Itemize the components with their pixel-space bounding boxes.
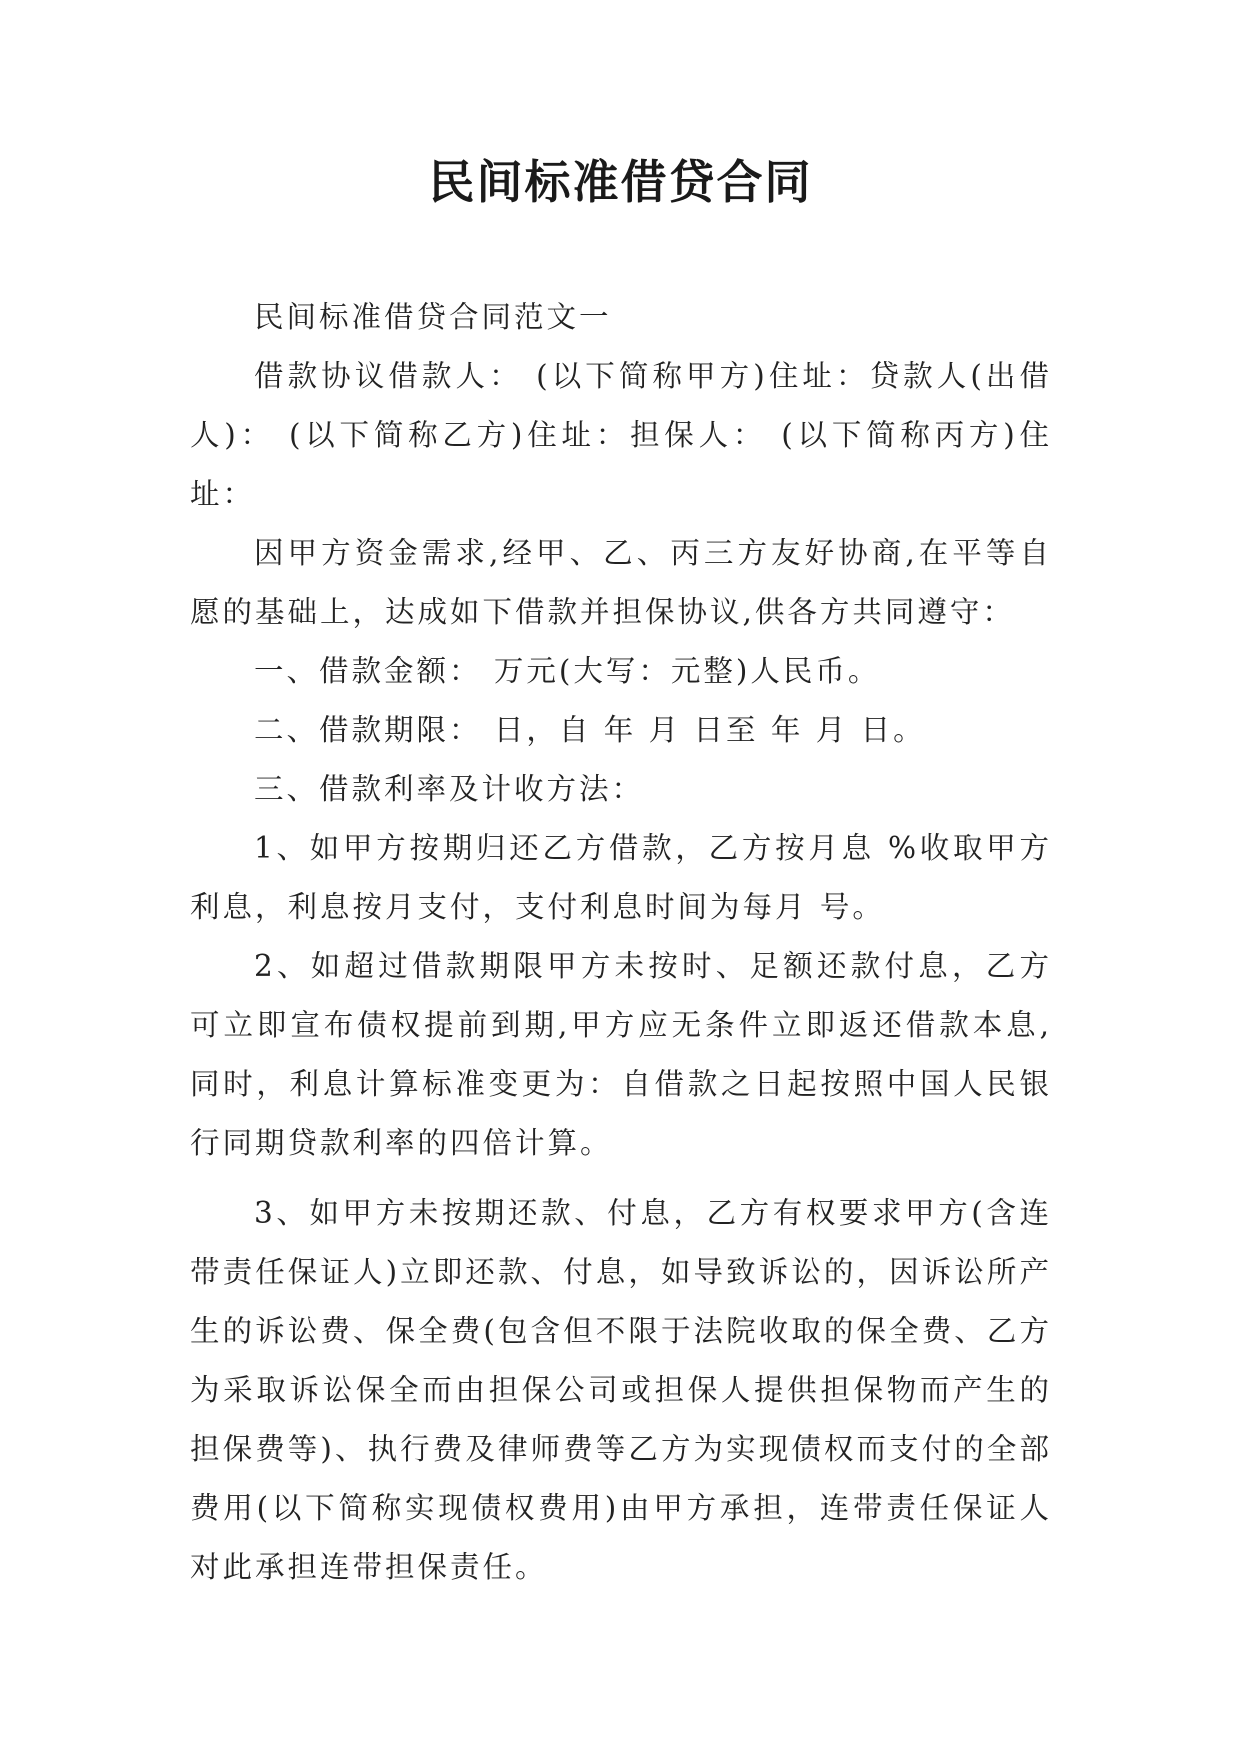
- document-body: [190, 288, 1052, 1597]
- document-title: 民间标准借贷合同: [428, 155, 813, 209]
- paragraph-loan-term: 二、借款期限： 日，自 年 月 日至 年 月 日。: [254, 713, 926, 747]
- paragraph-preamble: 因甲方资金需求,经甲、乙、丙三方友好协商,在平等自愿的基础上，达成如下借款并担保协议,供各方共同遵守：: [190, 536, 1052, 629]
- paragraph-clause-3: 3、如甲方未按期还款、付息，乙方有权要求甲方(含连带责任保证人)立即还款、付息，如导致诉讼的，因诉讼所产生的诉讼费、保全费(包含但不限于法院收取的保全费、乙方为采取诉讼保全而由担保公司或担保人提供担保物而产生的担保费等)、执行费及律师费等乙方为实现债权而支付的全部费用(以下简称实现债权费用)由甲方承担，连带责任保证人对此承担连带担保责任。: [190, 1196, 1052, 1584]
- paragraph-interest-heading: 三、借款利率及计收方法：: [254, 772, 645, 806]
- paragraph-sample-heading: 民间标准借贷合同范文一: [254, 300, 612, 334]
- paragraph-parties: 借款协议借款人： (以下简称甲方)住址：贷款人(出借人)： (以下简称乙方)住址：担保人： (以下简称丙方)住址：: [190, 359, 1052, 511]
- paragraph-clause-1: 1、如甲方按期归还乙方借款，乙方按月息 %收取甲方利息，利息按月支付，支付利息时间为每月 号。: [190, 831, 1052, 924]
- paragraph-clause-2: 2、如超过借款期限甲方未按时、足额还款付息，乙方可立即宣布债权提前到期,甲方应无条件立即返还借款本息,同时，利息计算标准变更为：自借款之日起按照中国人民银行同期贷款利率的四倍计算。: [190, 949, 1052, 1160]
- paragraph-loan-amount: 一、借款金额： 万元(大写：元整)人民币。: [254, 654, 881, 688]
